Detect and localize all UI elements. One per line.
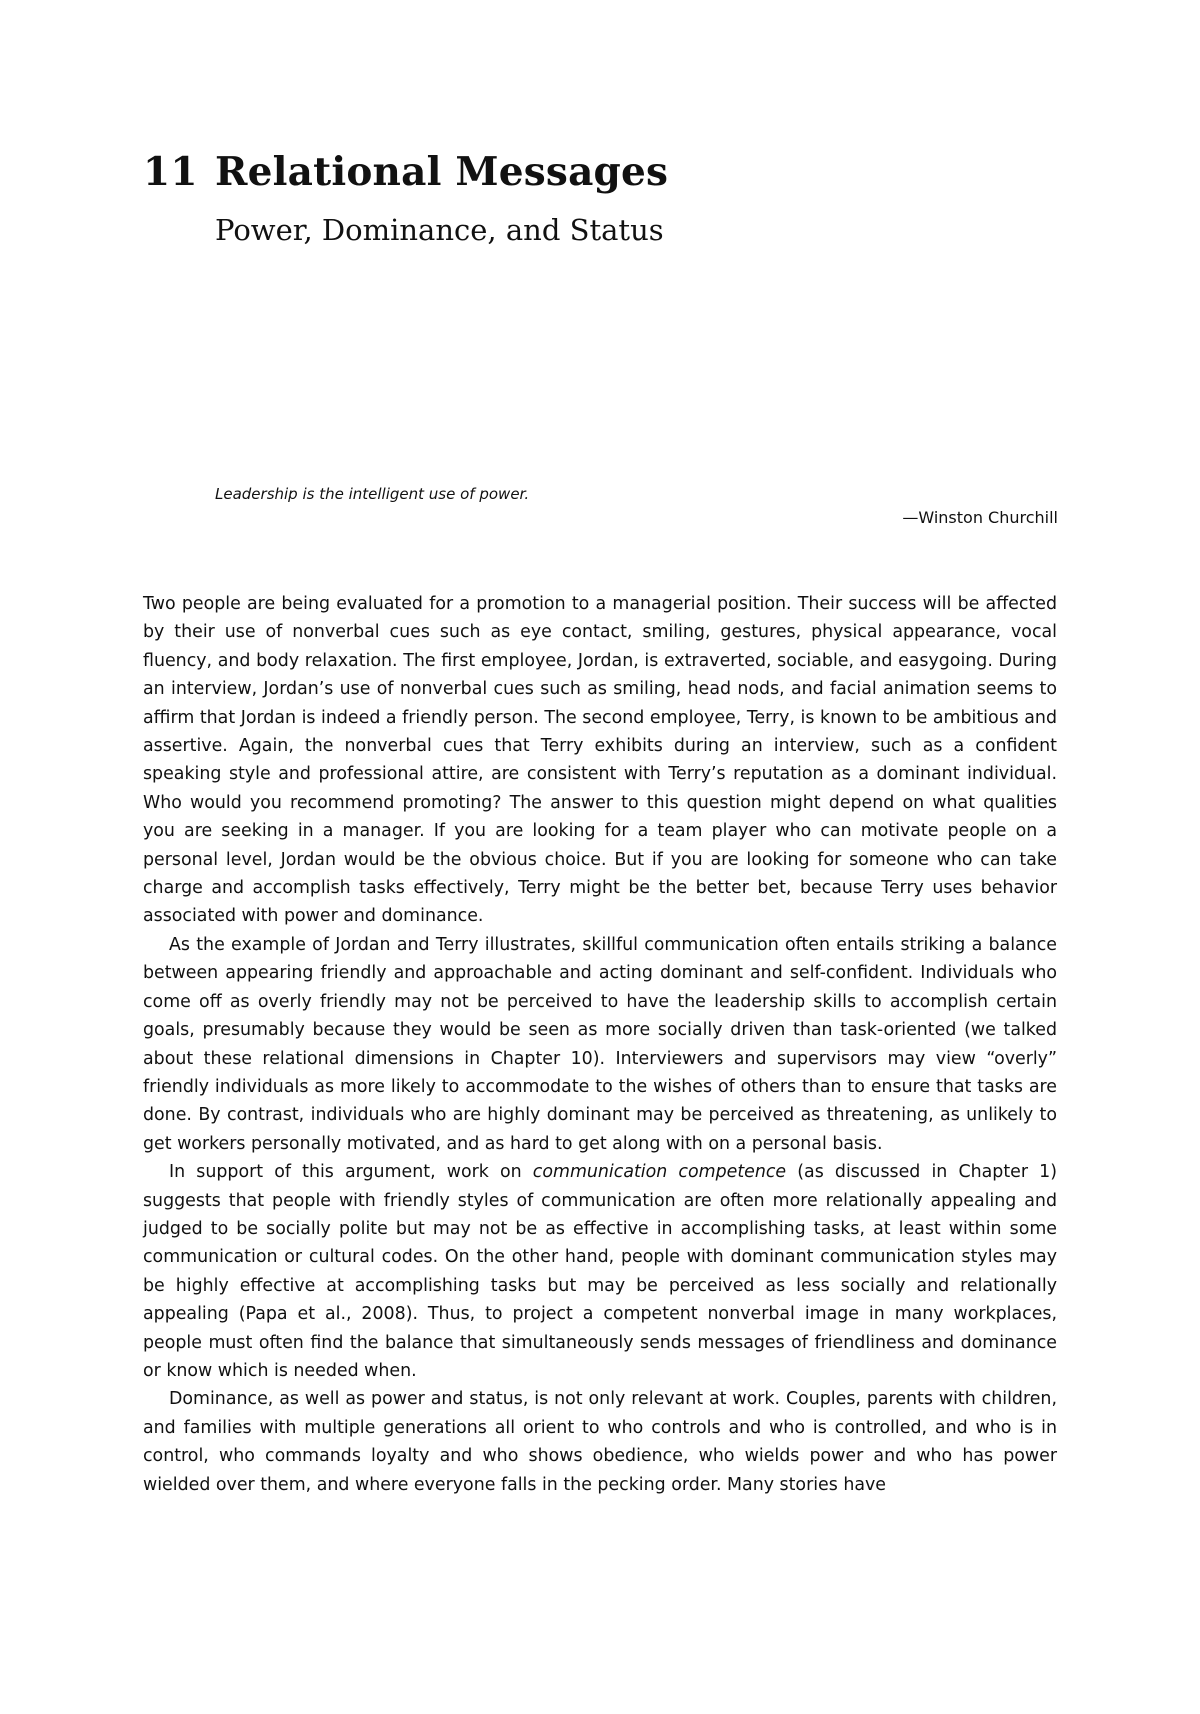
epigraph-quote: Leadership is the intelligent use of power. bbox=[215, 485, 530, 503]
chapter-number: 11 bbox=[143, 149, 198, 195]
chapter-title: Relational Messages bbox=[215, 149, 669, 195]
body-text bbox=[143, 590, 1057, 1499]
paragraph-1: Two people are being evaluated for a promotion to a managerial position. Their success will be affected by their use of nonverbal cues such as eye contact, smiling, gestures, physical appearance, vocal fluency, and body relaxation. The first employee, Jordan, is extraverted, sociable, and easygoing. During an interview, Jordan’s use of nonverbal cues such as smiling, head nods, and facial animation seems to affirm that Jordan is indeed a friendly person. The second employee, Terry, is known to be ambitious and assertive. Again, the nonverbal cues that Terry exhibits during an interview, such as a confident speaking style and professional attire, are consistent with Terry’s reputation as a dominant individual. Who would you recommend promoting? The answer to this question might depend on what qualities you are seeking in a manager. If you are looking for a team player who can motivate people on a personal level, Jordan would be the obvious choice. But if you are looking for someone who can take charge and accomplish tasks effectively, Terry might be the better bet, because Terry uses behavior associated with power and dominance. bbox=[143, 594, 1057, 927]
paragraph-3-text-a: In support of this argument, work on bbox=[169, 1162, 533, 1183]
paragraph-2: As the example of Jordan and Terry illustrates, skillful communication often entails striking a balance between appearing friendly and approachable and acting dominant and self-confident. Individuals who come off as overly friendly may not be perceived to have the leadership skills to accomplish certain goals, presumably because they would be seen as more socially driven than task-oriented (we talked about these relational dimensions in Chapter 10). Interviewers and supervisors may view “overly” friendly individuals as more likely to accommodate to the wishes of others than to ensure that tasks are done. By contrast, individuals who are highly dominant may be perceived as threatening, as unlikely to get workers personally motivated, and as hard to get along with on a personal basis. bbox=[143, 934, 1057, 1154]
paragraph-3-text-b: (as discussed in Chapter 1) suggests that people with friendly styles of communication are often more relationally appealing and judged to be socially polite but may not be as effective in accomplishing tasks, at least within some communication or cultural codes. On the other hand, people with dominant communication styles may be highly effective at accomplishing tasks but may be perceived as less socially and relationally appealing (Papa et al., 2008). Thus, to project a competent nonverbal image in many workplaces, people must often find the balance that simultaneously sends messages of friendliness and dominance or know which is needed when. bbox=[143, 1162, 1057, 1381]
paragraph-4: Dominance, as well as power and status, is not only relevant at work. Couples, parents with children, and families with multiple generations all orient to who controls and who is controlled, and who is in control, who commands loyalty and who shows obedience, who wields power and who has power wielded over them, and where everyone falls in the pecking order. Many stories have bbox=[143, 1389, 1057, 1495]
epigraph-attribution: —Winston Churchill bbox=[902, 508, 1058, 527]
chapter-heading bbox=[143, 148, 668, 196]
paragraph-3 bbox=[143, 1158, 1057, 1385]
term-communication-competence: communication competence bbox=[532, 1162, 787, 1183]
chapter-subtitle: Power, Dominance, and Status bbox=[215, 213, 664, 247]
